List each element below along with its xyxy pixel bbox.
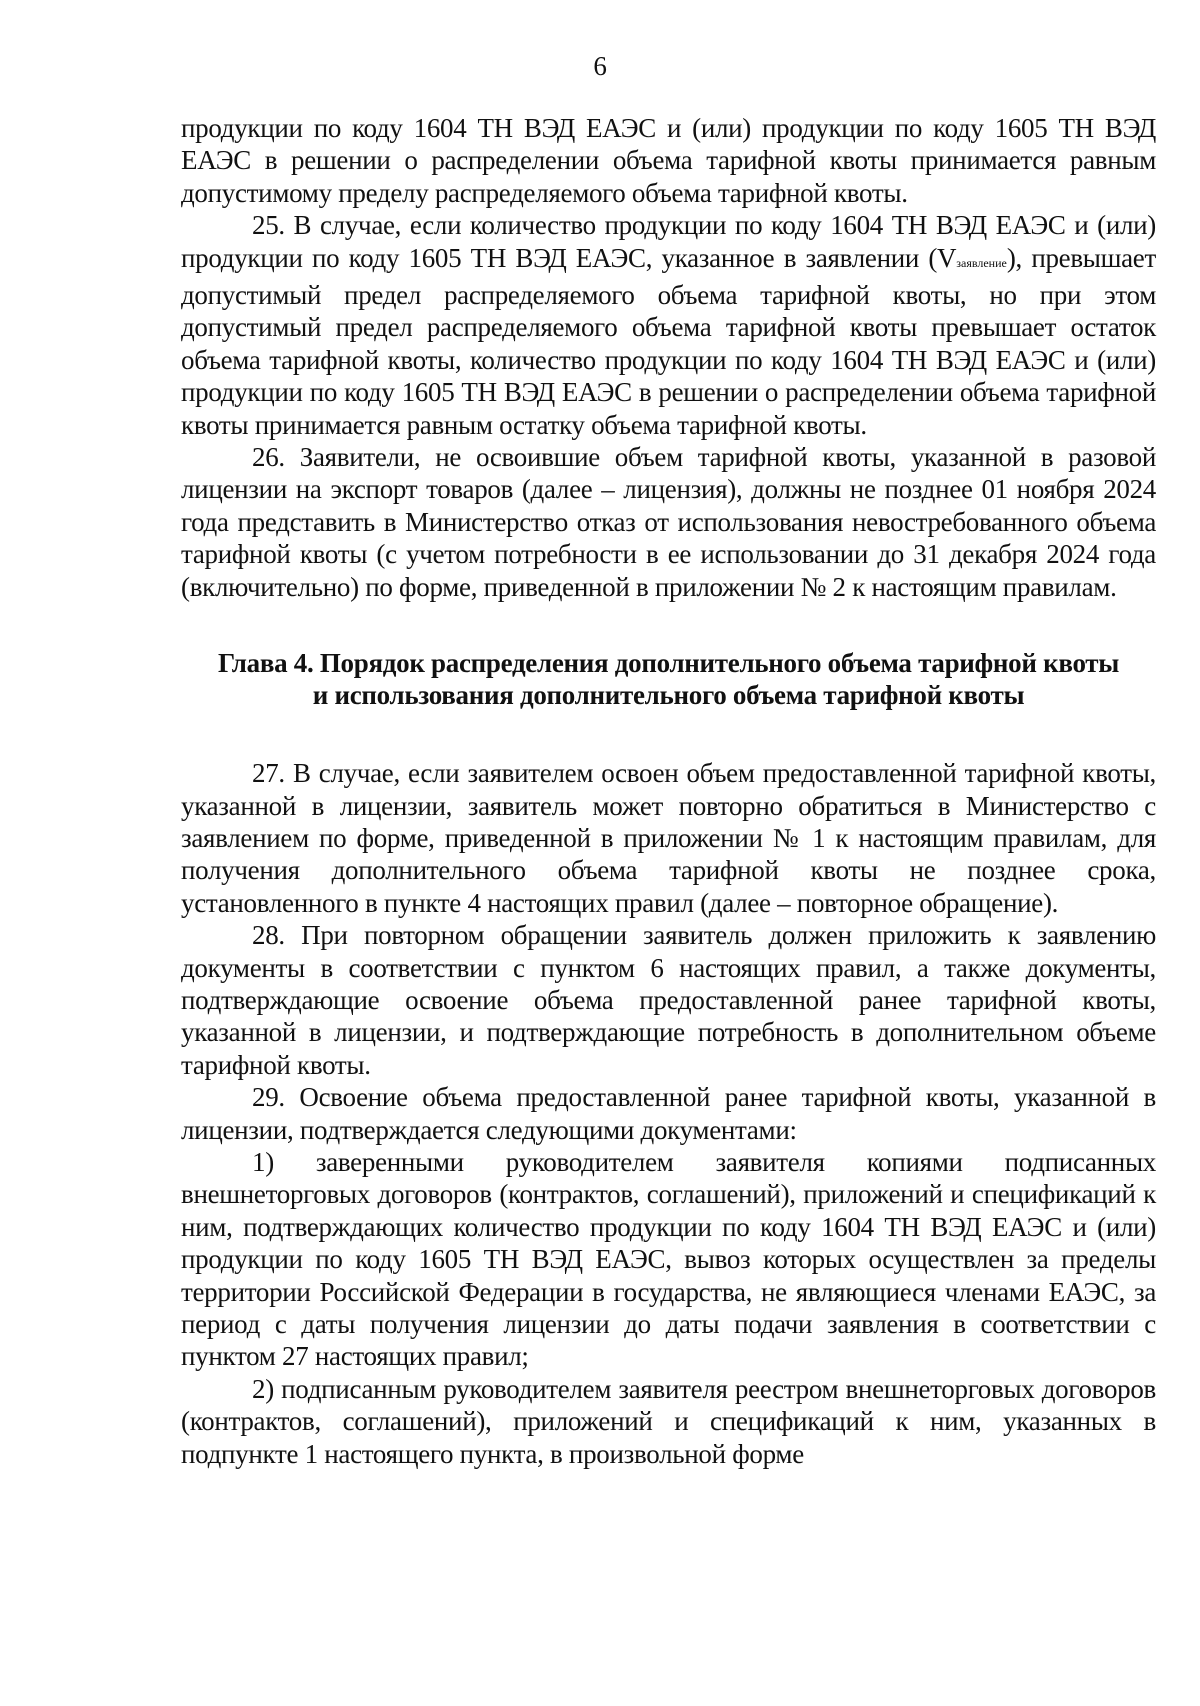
paragraph-28: 28. При повторном обращении заявитель должен приложить к заявлению документы в соответствии с пунктом 6 настоящих правил, а также документы, подтверждающие освоение объема предоставленной ранее тарифной квоты, указанной в лицензии, и подтверждающие потребность в дополнительном объеме тарифной квоты.: [181, 920, 1156, 1080]
paragraph-27: 27. В случае, если заявителем освоен объем предоставленной тарифной квоты, указанной в лицензии, заявитель может повторно обратиться в Министерство с заявлением по форме, приведенной в приложении № 1 к настоящим правилам, для получения дополнительного объема тарифной квоты не позднее срока, установленного в пункте 4 настоящих правил (далее – повторное обращение).: [181, 758, 1156, 918]
paragraph-25-subscript: заявление: [956, 255, 1007, 270]
chapter-heading-line-1: Глава 4. Порядок распределения дополнительного объема тарифной квоты: [217, 648, 1120, 679]
paragraph-26: 26. Заявители, не освоившие объем тарифной квоты, указанной в разовой лицензии на экспорт товаров (далее – лицензия), должны не позднее 01 ноября 2024 года представить в Министерство отказ от использования невостребованного объема тарифной квоты (с учетом потребности в ее использовании до 31 декабря 2024 года (включительно) по форме, приведенной в приложении № 2 к настоящим правилам.: [181, 442, 1156, 602]
chapter-heading-line-2: и использования дополнительного объема тарифной квоты: [312, 680, 1025, 711]
paragraph-25-text-after: ), превышает допустимый предел распределяемого объема тарифной квоты, но при этом допустимый предел распределяемого объема тарифной квоты превышает остаток объема тарифной квоты, количество продукции по коду 1604 ТН ВЭД ЕАЭС и (или) продукции по коду 1605 ТН ВЭД ЕАЭС в решении о распределении объема тарифной квоты принимается равным остатку объема тарифной квоты.: [181, 242, 1156, 440]
paragraph-29-item-1: 1) заверенными руководителем заявителя копиями подписанных внешнеторговых договоров (контрактов, соглашений), приложений и спецификаций к ним, подтверждающих количество продукции по коду 1604 ТН ВЭД ЕАЭС и (или) продукции по коду 1605 ТН ВЭД ЕАЭС, вывоз которых осуществлен за пределы территории Российской Федерации в государства, не являющиеся членами ЕАЭС, за период с даты получения лицензии до даты подачи заявления в соответствии с пунктом 27 настоящих правил;: [181, 1146, 1156, 1372]
chapter-heading: [181, 647, 1156, 711]
paragraph-25: [181, 209, 1156, 441]
paragraph-29: 29. Освоение объема предоставленной ранее тарифной квоты, указанной в лицензии, подтверждается следующими документами:: [181, 1082, 1156, 1145]
page-number: 6: [593, 51, 607, 81]
paragraph-25-text-before: 25. В случае, если количество продукции по коду 1604 ТН ВЭД ЕАЭС и (или) продукции по коду 1605 ТН ВЭД ЕАЭС, указанное в заявлении (V: [181, 210, 1156, 273]
paragraph-29-item-2: 2) подписанным руководителем заявителя реестром внешнеторговых договоров (контрактов, соглашений), приложений и спецификаций к ним, указанных в подпункте 1 настоящего пункта, в произвольной форме: [181, 1373, 1156, 1469]
paragraph-continuation: продукции по коду 1604 ТН ВЭД ЕАЭС и (или) продукции по коду 1605 ТН ВЭД ЕАЭС в решении о распределении объема тарифной квоты принимается равным допустимому пределу распределяемого объема тарифной квоты.: [181, 113, 1156, 208]
document-body: [181, 112, 1156, 1470]
